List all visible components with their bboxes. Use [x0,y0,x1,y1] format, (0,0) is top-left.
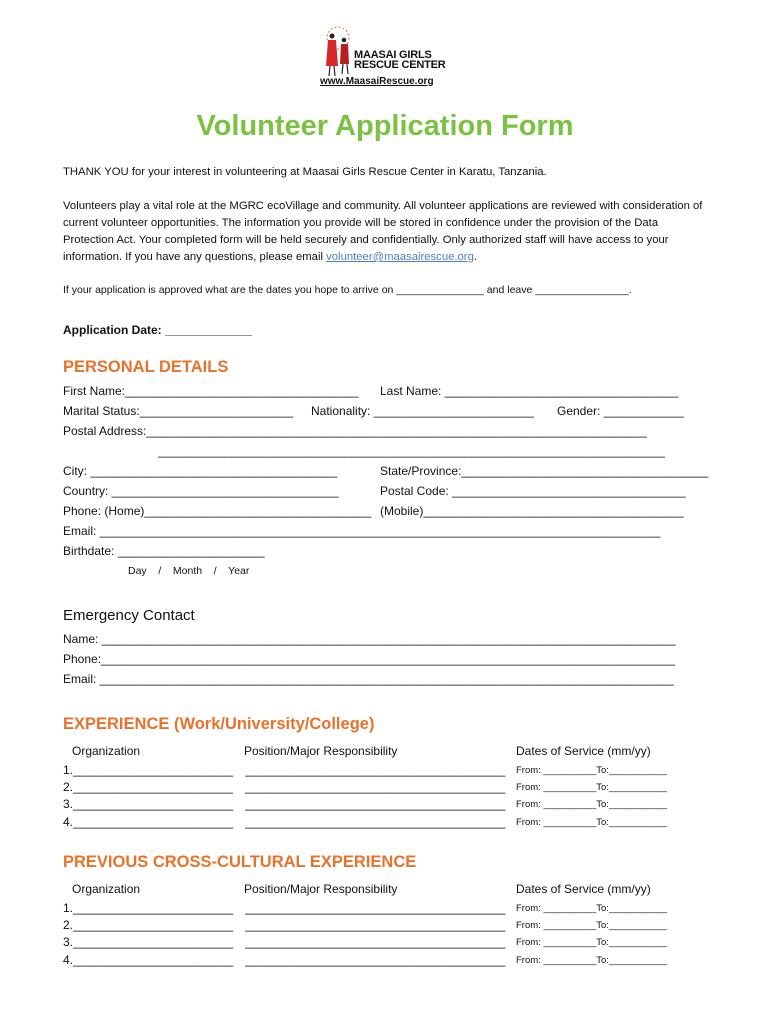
gender-field[interactable]: Gender: ____________ [557,404,684,418]
application-date-field[interactable]: Application Date: _____________ [63,323,252,337]
postal-address-line-2[interactable]: ____________________________________________________________________________ [158,444,666,458]
cross-cultural-row-4-position[interactable]: _______________________________________ [245,953,506,967]
logo-wordmark [354,50,446,70]
cross-cultural-col-dates: Dates of Service (mm/yy) [516,882,651,896]
email-field[interactable]: Email: ____________________________________________________________________________________ [63,524,661,538]
mobile-phone-field[interactable]: (Mobile)_______________________________________ [380,504,684,518]
experience-row-4-dates[interactable]: From: __________To:___________ [516,817,668,828]
volunteer-email-link[interactable]: volunteer@maasairescue.org [326,251,474,263]
cross-cultural-row-3-org[interactable]: 3.________________________ [63,935,234,949]
experience-row-1-position[interactable]: _______________________________________ [245,763,506,777]
experience-row-2-position[interactable]: _______________________________________ [245,780,506,794]
logo-line-2: RESCUE CENTER [354,59,446,71]
cross-cultural-row-2-org[interactable]: 2.________________________ [63,918,234,932]
form-title: Volunteer Application Form [196,110,574,142]
state-field[interactable]: State/Province:_____________________________________ [380,464,709,478]
emergency-email-field[interactable]: Email: ______________________________________________________________________________________ [63,672,674,686]
experience-row-4-position[interactable]: _______________________________________ [245,815,506,829]
experience-row-1-org[interactable]: 1.________________________ [63,763,234,777]
home-phone-field[interactable]: Phone: (Home)__________________________________ [63,504,372,518]
cross-cultural-row-1-dates[interactable]: From: __________To:___________ [516,903,668,914]
maasai-figures-icon [318,26,358,78]
emergency-name-field[interactable]: Name: ______________________________________________________________________________________ [63,632,676,646]
logo-line-1: MAASAI GIRLS [354,49,432,61]
city-field[interactable]: City: _____________________________________ [63,464,338,478]
cross-cultural-row-2-dates[interactable]: From: __________To:___________ [516,920,668,931]
postal-address-field[interactable]: Postal Address:___________________________________________________________________________ [63,424,647,438]
birthdate-field[interactable]: Birthdate: ______________________ [63,544,265,558]
cross-cultural-row-3-dates[interactable]: From: __________To:___________ [516,937,668,948]
experience-row-1-dates[interactable]: From: __________To:___________ [516,765,668,776]
intro-period: . [473,251,477,263]
cross-cultural-col-organization: Organization [72,882,141,896]
emergency-phone-field[interactable]: Phone:______________________________________________________________________________________ [63,652,675,666]
cross-cultural-row-4-org[interactable]: 4.________________________ [63,953,234,967]
experience-row-3-org[interactable]: 3.________________________ [63,797,234,811]
cross-cultural-row-2-position[interactable]: _______________________________________ [245,918,506,932]
website-link[interactable]: www.MaasaiRescue.org [320,76,434,87]
cross-cultural-heading: PREVIOUS CROSS-CULTURAL EXPERIENCE [63,853,417,871]
country-field[interactable]: Country: __________________________________ [63,484,339,498]
postal-code-field[interactable]: Postal Code: ___________________________________ [380,484,686,498]
cross-cultural-row-1-org[interactable]: 1.________________________ [63,901,234,915]
experience-row-2-org[interactable]: 2.________________________ [63,780,234,794]
arrival-dates-line[interactable]: If your application is approved what are the dates you hope to arrive on _______________ and leave ________________. [63,284,632,296]
birthdate-format-hint: Day / Month / Year [128,565,250,577]
personal-details-heading: PERSONAL DETAILS [63,358,229,376]
experience-col-dates: Dates of Service (mm/yy) [516,744,651,758]
cross-cultural-row-4-dates[interactable]: From: __________To:___________ [516,955,668,966]
thank-you-text: THANK YOU for your interest in volunteering at Maasai Girls Rescue Center in Karatu, Tanzania. [63,166,547,178]
experience-heading: EXPERIENCE (Work/University/College) [63,715,375,733]
nationality-field[interactable]: Nationality: ________________________ [311,404,534,418]
intro-paragraph [63,198,703,266]
experience-row-2-dates[interactable]: From: __________To:___________ [516,782,668,793]
intro-paragraph-text: Volunteers play a vital role at the MGRC ecoVillage and community. All volunteer applications are reviewed with consideration of current volunteer opportunities. The information you provide will be stored in confidence under the provision of the Data Protection Act. Your completed form will be held securely and confidentially. Only authorized staff will have access to your information. If you have any questions, please email [63,200,703,263]
experience-row-4-org[interactable]: 4.________________________ [63,815,234,829]
experience-row-3-dates[interactable]: From: __________To:___________ [516,799,668,810]
last-name-field[interactable]: Last Name: ___________________________________ [380,384,679,398]
marital-status-field[interactable]: Marital Status:_______________________ [63,404,294,418]
emergency-contact-heading: Emergency Contact [63,607,195,624]
experience-row-3-position[interactable]: _______________________________________ [245,797,506,811]
cross-cultural-row-3-position[interactable]: _______________________________________ [245,935,506,949]
cross-cultural-row-1-position[interactable]: _______________________________________ [245,901,506,915]
experience-col-organization: Organization [72,744,141,758]
experience-col-position: Position/Major Responsibility [244,744,398,758]
first-name-field[interactable]: First Name:___________________________________ [63,384,359,398]
cross-cultural-col-position: Position/Major Responsibility [244,882,398,896]
